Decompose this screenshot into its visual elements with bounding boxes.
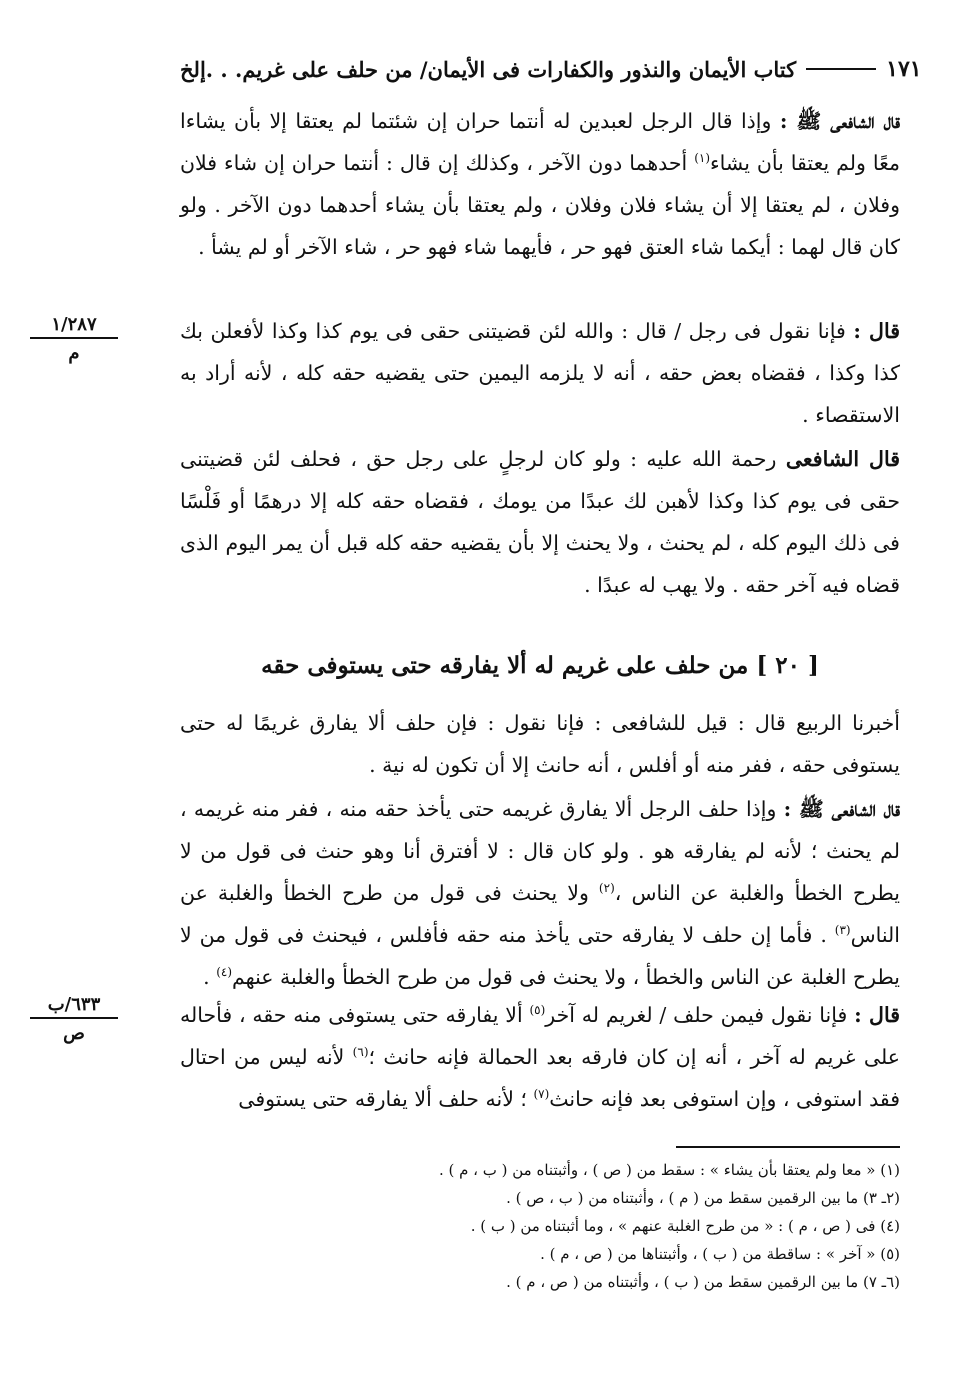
paragraph-text: لأنه ليس من احتال فقد استوفى ، وإن استوفى بعد فإنه حانث	[180, 1045, 900, 1111]
paragraph-1	[180, 100, 900, 268]
footnote-ref: (٢)	[598, 881, 615, 896]
section-paragraph-3	[180, 994, 900, 1120]
paragraph-lead: قال :	[854, 1003, 900, 1027]
paragraph-text: .	[203, 965, 217, 989]
footnote-ref: (٤)	[216, 965, 233, 980]
paragraph-text: فإنا نقول فيمن حلف / لغريم له آخر	[545, 1003, 855, 1027]
footnotes	[180, 1156, 900, 1296]
header-rule	[806, 68, 876, 70]
footnote: (٥) « آخر » : ساقطة من ( ب ) ، وأثبتناها من ( ص ، م ) .	[540, 1245, 900, 1263]
section-paragraph-1	[180, 702, 900, 786]
margin-siglum: ص	[63, 1023, 85, 1044]
paragraph-lead: قال الشافعى	[785, 447, 900, 471]
paragraph-text: أحدهما دون الآخر ، وكذلك إن قال : أنتما حران إن شاء فلان وفلان ، لم يعتقا إلا أن يشاء فلان وفلان ، ولم يعتقا بأن يشاء أحدهما دون الآخر . ولو كان قال لهما : أيكما شاء العتق فهو حر ، فأيهما شاء فهو حر ، شاء الآخر أو لم يشأ .	[180, 151, 900, 259]
footnote-rule	[676, 1146, 900, 1148]
paragraph-text: ولا يحنث فى قول من طرح الخطأ والغلبة عن الناس	[180, 881, 900, 947]
paragraph-lead: قال الشافعى ﷺ :	[783, 797, 901, 821]
page-number: ١٧١	[886, 56, 922, 82]
paragraph-text: . فأما إن حلف لا يفارقه حتى يأخذ منه حقه فأفلس ، فيحنث فى قول من لا يطرح الغلبة عن الناس والخطأ ، ولا يحنث فى قول من طرح الخطأ والغلبة عنهم	[180, 923, 900, 989]
margin-note-2	[30, 994, 118, 1044]
running-header	[180, 56, 922, 82]
paragraph-lead: قال :	[853, 319, 900, 343]
paragraph-2	[180, 310, 900, 436]
footnote: (٤) فى ( ص ، م ) : « من طرح الغلبة عنهم » ، وما أثبتناه من ( ب ) .	[470, 1217, 900, 1235]
section-heading: [ ٢٠ ] من حلف على غريم له ألا يفارقه حتى يستوفى حقه	[261, 652, 819, 679]
footnote-ref: (٥)	[529, 1003, 546, 1018]
footnote-ref: (٧)	[533, 1087, 550, 1102]
paragraph-text: ؛ لأنه حلف ألا يفارقه حتى يستوفى	[238, 1087, 534, 1111]
paragraph-text: فإنا نقول فى رجل / قال : والله لئن قضيتنى حقى فى يوم كذا وكذا لأفعلن بك كذا وكذا ، فقضاه بعض حقه ، أنه لا يلزمه اليمين حتى يقضيه حقه كله ، لأنه أراد به الاستقصاء .	[180, 319, 900, 427]
footnote-ref: (١)	[694, 151, 711, 166]
paragraph-text: رحمة الله عليه : ولو كان لرجلٍ على رجل حق ، فحلف لئن قضيتنى حقى فى يوم كذا وكذا لأهبن لك عبدًا من يومك ، فقضاه حقه كله إلا درهمًا أو فَلْسًا فى ذلك اليوم كله ، لم يحنث ، ولا يحنث إلا بأن يقضيه حقه كله قبل أن يمر اليوم الذى قضاه فيه آخر حقه . ولا يهب له عبدًا .	[180, 447, 900, 597]
paragraph-text: وإذا حلف الرجل ألا يفارق غريمه حتى يأخذ حقه منه ، ففر منه غريمه ، لم يحنث ؛ لأنه لم يفارقه هو . ولو كان قال : لا أفترق أنا وهو حنث فى قول من لا يطرح الخطأ والغلبة عن الناس ،	[180, 797, 900, 905]
footnote: (٦ـ ٧) ما بين الرقمين سقط من ( ب ) ، وأثبتناه من ( ص ، م ) .	[506, 1273, 900, 1291]
footnote-ref: (٣)	[834, 923, 851, 938]
margin-siglum: م	[68, 343, 80, 364]
paragraph-lead: قال الشافعى ﷺ :	[779, 109, 900, 133]
margin-folio: ٦٣٣/ب	[30, 994, 118, 1019]
footnote-ref: (٦)	[352, 1045, 369, 1060]
section-paragraph-2	[180, 788, 900, 998]
paragraph-text: أخبرنا الربيع قال : قيل للشافعى : فإنا نقول : فإن حلف ألا يفارق غريمًا له حتى يستوفى حقه ، ففر منه أو أفلس ، أنه حانث إلا أن تكون له نية .	[180, 711, 900, 777]
paragraph-text: ألا يفارقه حتى يستوفى منه حقه ، فأحاله على غريم له آخر ، أنه إن كان فارقه بعد الحمالة فإنه حانث ؛	[180, 1003, 900, 1069]
footnote: (١) « معا ولم يعتقا بأن يشاء » : سقط من ( ص ) ، وأثبتناه من ( ب ، م ) .	[438, 1161, 900, 1179]
paragraph-3	[180, 438, 900, 606]
footnote: (٢ـ ٣) ما بين الرقمين سقط من ( م ) ، وأثبتناه من ( ب ، ص ) .	[506, 1189, 900, 1207]
running-header-title: كتاب الأيمان والنذور والكفارات فى الأيمان/ من حلف على غريم. . .إلخ	[180, 56, 797, 82]
margin-note-1	[30, 314, 118, 364]
margin-folio: ١/٢٨٧	[30, 314, 118, 339]
paragraph-text: وإذا قال الرجل لعبدين له أنتما حران إن شئتما لم يعتقا إلا بأن يشاءا معًا ولم يعتقا بأن يشاء	[180, 109, 900, 175]
